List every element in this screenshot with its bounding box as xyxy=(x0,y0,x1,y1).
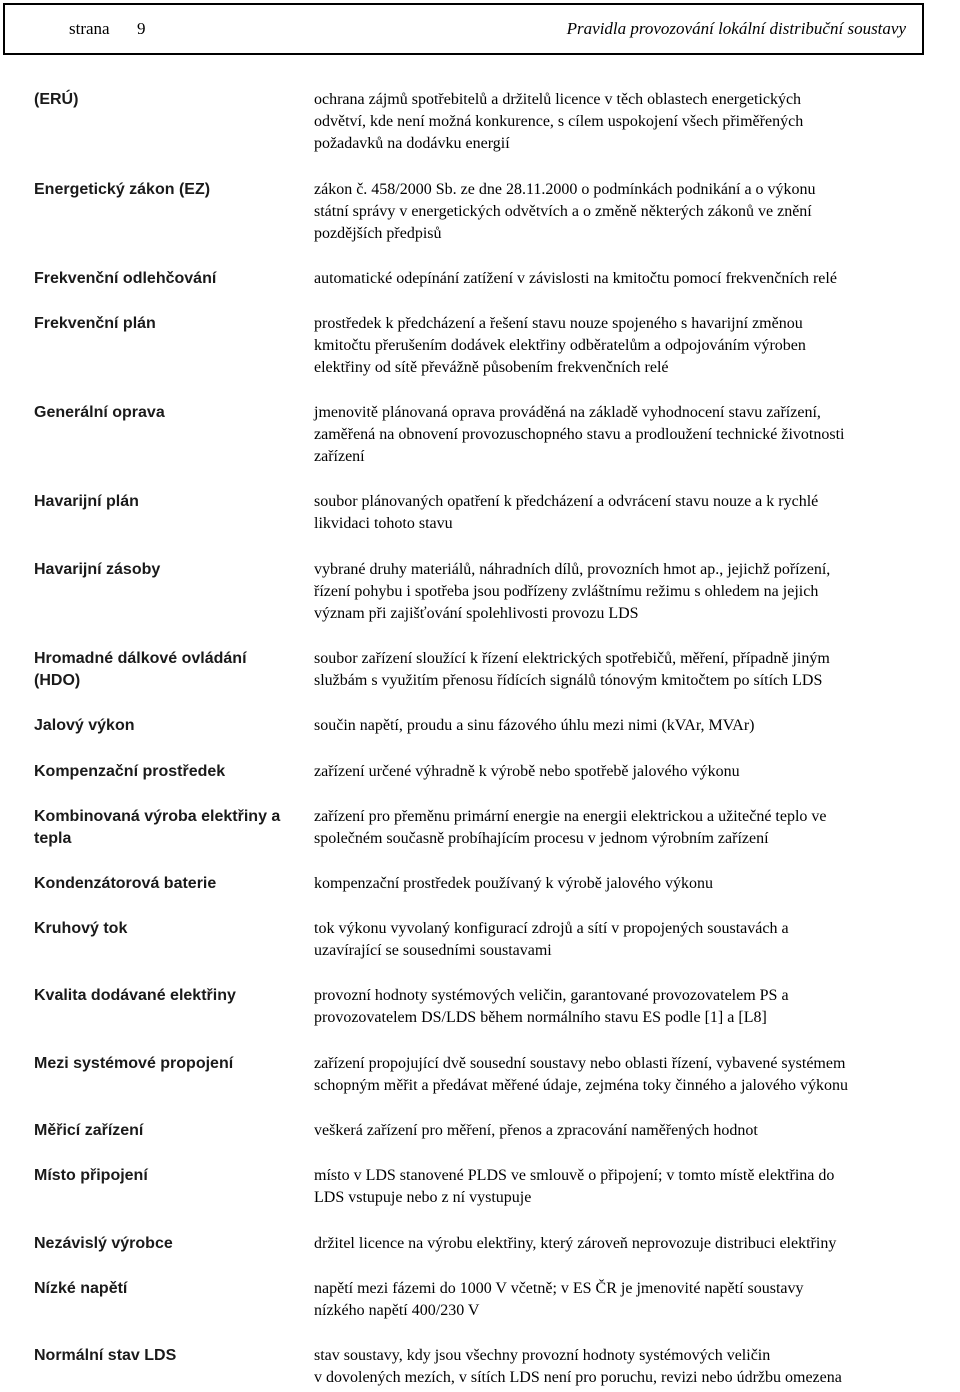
definition: držitel licence na výrobu elektřiny, který zároveň neprovozuje distribuci elektřiny xyxy=(314,1235,837,1252)
page-header xyxy=(3,3,924,55)
definition: provozní hodnoty systémových veličin, garantované provozovatelem PS a provozovatelem DS/LDS během normálního stavu ES podle [1] a [L8] xyxy=(314,987,789,1026)
definition: tok výkonu vyvolaný konfigurací zdrojů a sítí v propojených soustavách a uzavírající se sousedními soustavami xyxy=(314,920,789,959)
definition: kompenzační prostředek používaný k výrobě jalového výkonu xyxy=(314,875,713,892)
term: Měřicí zařízení xyxy=(34,1122,144,1139)
term: Generální oprava xyxy=(34,404,165,421)
definition: soubor zařízení sloužící k řízení elektrických spotřebičů, měření, případně jiným službám s využitím přenosu řídících signálů tónovým kmitočtem po sítích LDS xyxy=(314,650,830,689)
definition: jmenovitě plánovaná oprava prováděná na základě vyhodnocení stavu zařízení, zaměřená na obnovení provozuschopného stavu a prodloužení technické životnosti zařízení xyxy=(314,404,845,465)
definition: automatické odepínání zatížení v závislosti na kmitočtu pomocí frekvenčních relé xyxy=(314,270,837,287)
definition: vybrané druhy materiálů, náhradních dílů, provozních hmot ap., jejichž pořízení, řízení pohybu i spotřeba jsou podřízeny zvláštnímu režimu s ohledem na jejich význam při zajišťování spolehlivosti provozu LDS xyxy=(314,561,831,622)
term: Kompenzační prostředek xyxy=(34,763,226,780)
page-number: 9 xyxy=(137,19,146,38)
definition: veškerá zařízení pro měření, přenos a zpracování naměřených hodnot xyxy=(314,1122,758,1139)
definition: prostředek k předcházení a řešení stavu nouze spojeného s havarijní změnou kmitočtu přerušením dodávek elektřiny odběratelům a odpojováním výroben elektřiny od sítě převážně působením frekvenčních relé xyxy=(314,315,806,376)
term: Frekvenční plán xyxy=(34,315,156,332)
term: Jalový výkon xyxy=(34,717,135,734)
term: Kondenzátorová baterie xyxy=(34,875,217,892)
definition: zákon č. 458/2000 Sb. ze dne 28.11.2000 o podmínkách podnikání a o výkonu státní správy v energetických odvětvích a o změně některých zákonů ve znění pozdějších předpisů xyxy=(314,181,816,242)
definition: zařízení pro přeměnu primární energie na energii elektrickou a užitečné teplo ve společném současně probíhajícím procesu v jednom výrobním zařízení xyxy=(314,808,827,847)
definition: zařízení určené výhradně k výrobě nebo spotřebě jalového výkonu xyxy=(314,763,740,780)
term: Havarijní zásoby xyxy=(34,561,161,578)
term: Kombinovaná výroba elektřiny a tepla xyxy=(34,808,281,847)
definition: místo v LDS stanovené PLDS ve smlouvě o připojení; v tomto místě elektřina do LDS vstupuje nebo z ní vystupuje xyxy=(314,1167,835,1206)
term: Kruhový tok xyxy=(34,920,128,937)
page-label: strana xyxy=(69,19,110,38)
term: Mezi systémové propojení xyxy=(34,1055,234,1072)
definition: soubor plánovaných opatření k předcházení a odvrácení stavu nouze a k rychlé likvidaci tohoto stavu xyxy=(314,493,819,532)
term: Energetický zákon (EZ) xyxy=(34,181,211,198)
definition: napětí mezi fázemi do 1000 V včetně; v ES ČR je jmenovité napětí soustavy nízkého napětí 400/230 V xyxy=(314,1280,804,1319)
term: Nezávislý výrobce xyxy=(34,1235,173,1252)
definition: stav soustavy, kdy jsou všechny provozní hodnoty systémových veličin v dovolených mezích, v sítích LDS není pro poruchu, revizi nebo údržbu omezena xyxy=(314,1347,842,1386)
term: Kvalita dodávané elektřiny xyxy=(34,987,236,1004)
term: Normální stav LDS xyxy=(34,1347,177,1364)
document-title: Pravidla provozování lokální distribuční soustavy xyxy=(566,19,906,38)
definition: ochrana zájmů spotřebitelů a držitelů licence v těch oblastech energetických odvětví, kde není možná konkurence, s cílem uspokojení všech přiměřených požadavků na dodávku energií xyxy=(314,91,804,152)
term: Hromadné dálkové ovládání (HDO) xyxy=(34,650,247,689)
definition: součin napětí, proudu a sinu fázového úhlu mezi nimi (kVAr, MVAr) xyxy=(314,717,755,734)
term: Frekvenční odlehčování xyxy=(34,270,217,287)
term: (ERÚ) xyxy=(34,91,79,108)
term: Místo připojení xyxy=(34,1167,148,1184)
definition: zařízení propojující dvě sousední soustavy nebo oblasti řízení, vybavené systémem schopným měřit a předávat měřené údaje, zejména toky činného a jalového výkonu xyxy=(314,1055,849,1094)
term: Havarijní plán xyxy=(34,493,139,510)
term: Nízké napětí xyxy=(34,1280,128,1297)
